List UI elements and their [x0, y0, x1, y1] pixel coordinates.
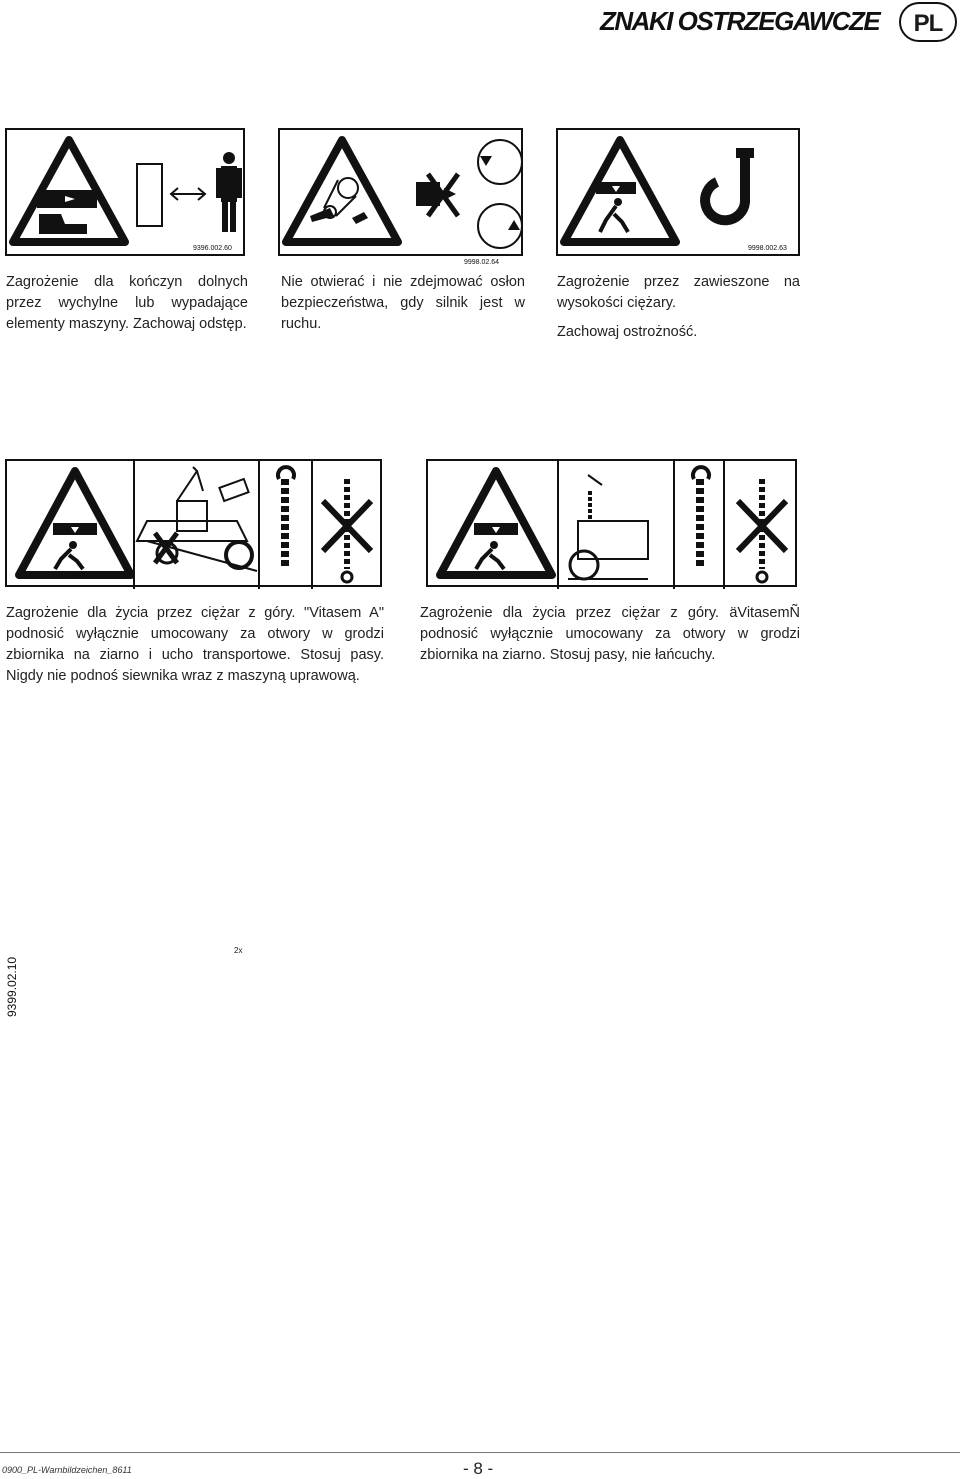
caption-text: Zagrożenie dla życia przez ciężar z góry. äVitasemÑ podnosić wyłącznie umocowany za otwory w grodzi zbiornika na ziarno. Stosuj pasy, nie łańcuchy.: [420, 605, 800, 663]
warning-sign-feet-hazard: [5, 128, 245, 256]
page-number: - 8 -: [463, 1459, 494, 1478]
footer-divider: [0, 1452, 960, 1453]
suspended-load-warning-icon: [558, 130, 802, 258]
lifting-straps-icon: [428, 461, 799, 589]
sign-caption-2: [281, 272, 525, 335]
page-title: ZNAKI OSTRZEGAWCZE: [600, 6, 880, 36]
caption-text: Zagrożenie dla kończyn dolnych przez wychylne lub wypadające elementy maszyny. Zachowaj odstęp.: [6, 274, 248, 332]
warning-sign-suspended-load: [556, 128, 800, 256]
sign-caption-5: [420, 603, 800, 666]
caption-text: Nie otwierać i nie zdejmować osłon bezpieczeństwa, gdy silnik jest w ruchu.: [281, 274, 525, 332]
caption-text: Zagrożenie dla życia przez ciężar z góry. "Vitasem A" podnosić wyłącznie umocowany za otwory w grodzi zbiornika na ziarno i ucho transportowe. Stosuj pasy. Nigdy nie podnoś siewnika wraz z maszyną uprawową.: [6, 605, 384, 684]
language-badge: PL: [899, 2, 957, 42]
warning-sign-rotating-parts: [278, 128, 523, 266]
feet-crush-warning-icon: [7, 130, 247, 258]
rotating-parts-warning-icon: [280, 130, 525, 258]
sign-code: 9396.002.60: [193, 245, 232, 252]
caption-text: Zagrożenie przez zawieszone na wysokości ciężary.: [557, 274, 800, 311]
count-badge: 2x: [234, 946, 243, 955]
lifting-instruction-icon: [7, 461, 384, 589]
footer-filename: 0900_PL-Warnbildzeichen_8611: [2, 1465, 132, 1475]
sign-code: 9399.02.10: [5, 956, 19, 1017]
sign-code: 9998.02.64: [464, 259, 500, 266]
sign-caption-1: [6, 272, 248, 335]
sign-caption-4: [6, 603, 384, 687]
warning-sign-lifting-straps: [426, 459, 797, 587]
caption-text: Zachowaj ostrożność.: [557, 324, 698, 340]
sign-code: 9998.002.63: [748, 245, 787, 252]
sign-caption-3: [557, 272, 800, 343]
